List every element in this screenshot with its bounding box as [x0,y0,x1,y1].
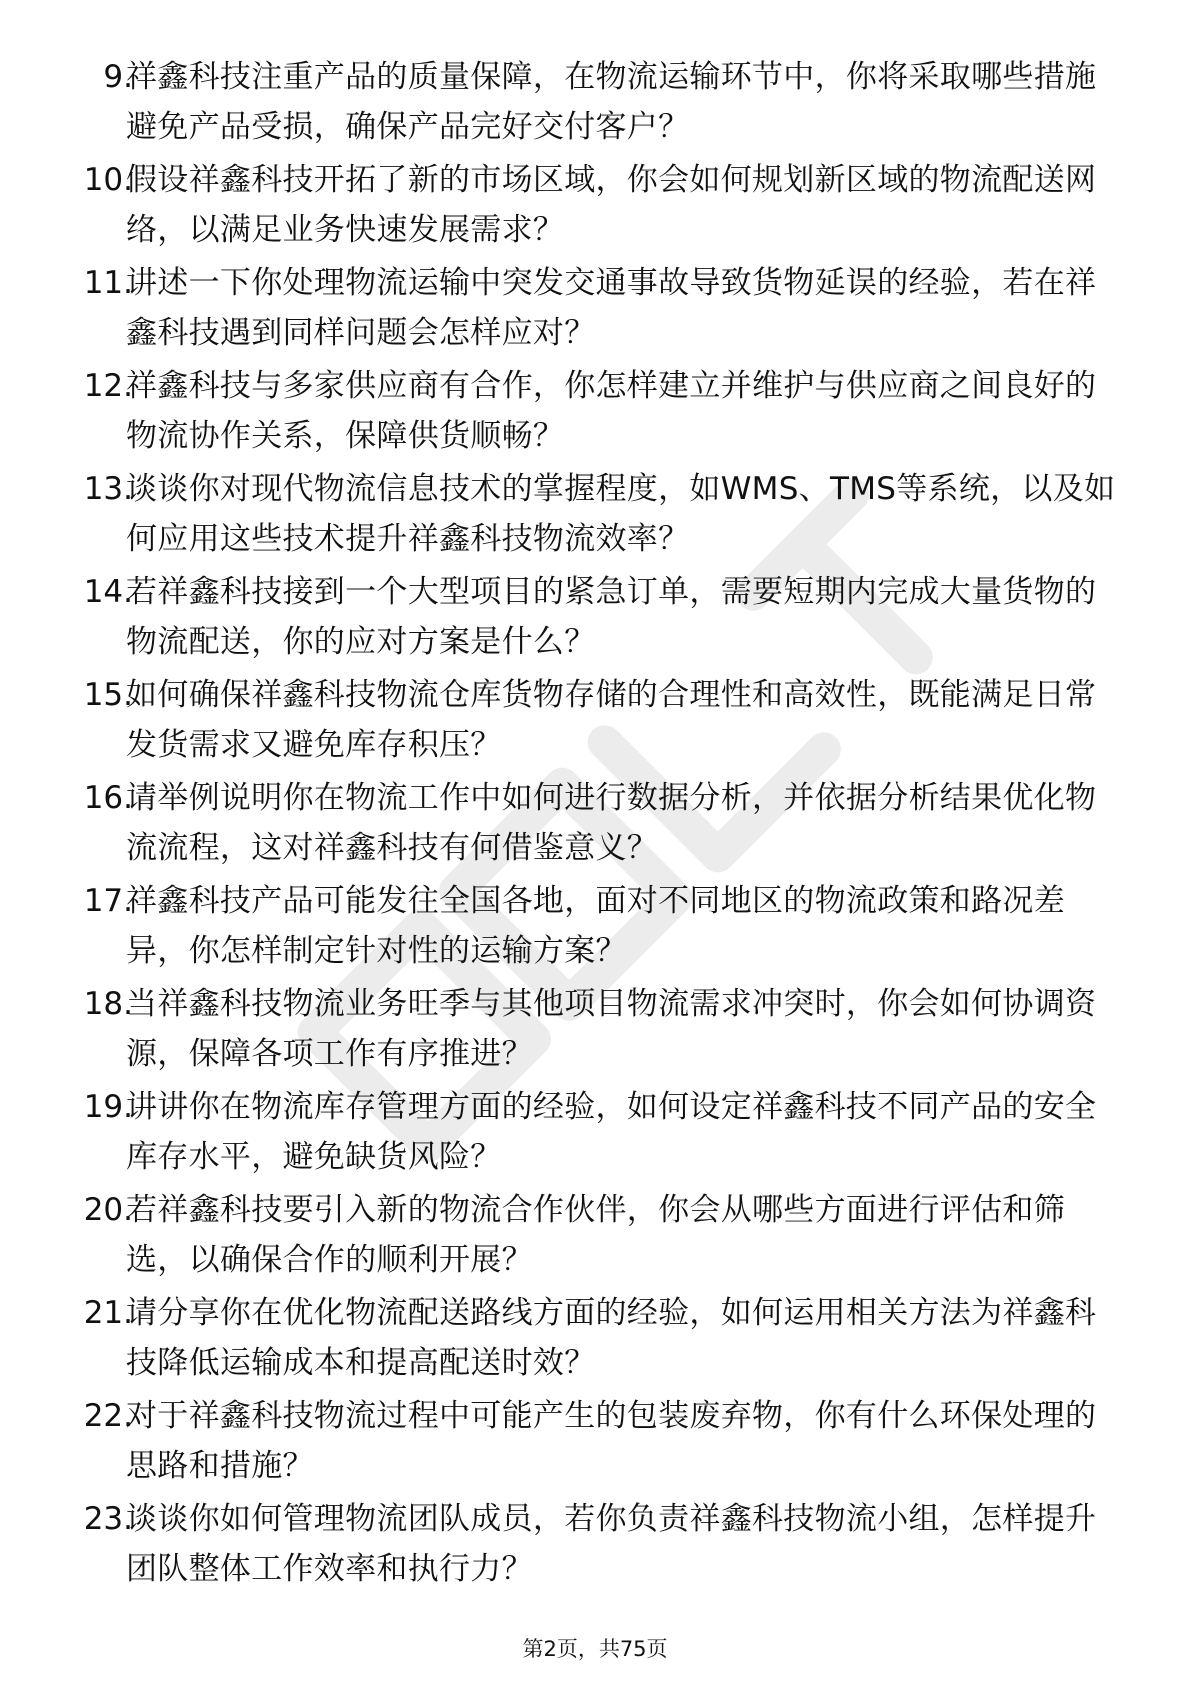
question-text: 谈谈你如何管理物流团队成员，若你负责祥鑫科技物流小组，怎样提升团队整体工作效率和执行力？ [126,1501,1097,1587]
question-item [0,1185,1190,1288]
question-number: 23. [83,1501,133,1537]
question-number: 13. [83,471,133,507]
question-item [0,773,1190,876]
question-text: 谈谈你对现代物流信息技术的掌握程度，如WMS、TMS等系统，以及如何应用这些技术提升祥鑫科技物流效率？ [126,471,1116,557]
question-item [0,670,1190,773]
question-item [0,567,1190,670]
question-list [0,52,1190,1597]
question-item [0,52,1190,155]
question-item [0,464,1190,567]
question-item [0,1494,1190,1597]
question-text: 假设祥鑫科技开拓了新的市场区域，你会如何规划新区域的物流配送网络，以满足业务快速发展需求？ [126,162,1097,248]
question-number: 10. [83,162,133,198]
question-item [0,1082,1190,1185]
question-text: 祥鑫科技产品可能发往全国各地，面对不同地区的物流政策和路况差异，你怎样制定针对性的运输方案？ [126,883,1065,969]
question-text: 当祥鑫科技物流业务旺季与其他项目物流需求冲突时，你会如何协调资源，保障各项工作有序推进？ [126,986,1097,1072]
question-item [0,979,1190,1082]
question-item [0,155,1190,258]
question-number: 16. [83,780,133,816]
question-item [0,1288,1190,1391]
question-text: 请举例说明你在物流工作中如何进行数据分析，并依据分析结果优化物流流程，这对祥鑫科技有何借鉴意义？ [126,780,1097,866]
question-number: 21. [83,1295,133,1331]
question-item [0,1391,1190,1494]
question-text: 请分享你在优化物流配送路线方面的经验，如何运用相关方法为祥鑫科技降低运输成本和提高配送时效？ [126,1295,1097,1381]
question-number: 17. [83,883,133,919]
question-number: 19. [83,1089,133,1125]
question-number: 11. [83,265,133,301]
question-text: 如何确保祥鑫科技物流仓库货物存储的合理性和高效性，既能满足日常发货需求又避免库存积压？ [126,677,1097,763]
page-footer [0,1633,1190,1663]
question-text: 若祥鑫科技要引入新的物流合作伙伴，你会从哪些方面进行评估和筛选，以确保合作的顺利开展？ [126,1192,1065,1278]
question-text: 祥鑫科技与多家供应商有合作，你怎样建立并维护与供应商之间良好的物流协作关系，保障供货顺畅？ [126,368,1097,454]
question-text: 若祥鑫科技接到一个大型项目的紧急订单，需要短期内完成大量货物的物流配送，你的应对方案是什么？ [126,574,1097,660]
question-number: 15. [83,677,133,713]
question-text: 讲述一下你处理物流运输中突发交通事故导致货物延误的经验，若在祥鑫科技遇到同样问题会怎样应对？ [126,265,1097,351]
question-number: 22. [83,1398,133,1434]
question-item [0,361,1190,464]
page-number-label: 第2页，共75页 [522,1637,668,1661]
question-number: 9. [103,59,133,95]
question-number: 18. [83,986,133,1022]
question-text: 对于祥鑫科技物流过程中可能产生的包装废弃物，你有什么环保处理的思路和措施？ [126,1398,1097,1484]
question-item [0,876,1190,979]
question-number: 12. [83,368,133,404]
question-text: 讲讲你在物流库存管理方面的经验，如何设定祥鑫科技不同产品的安全库存水平，避免缺货风险？ [126,1089,1097,1175]
question-number: 14. [83,574,133,610]
question-text: 祥鑫科技注重产品的质量保障，在物流运输环节中，你将采取哪些措施避免产品受损，确保产品完好交付客户？ [126,59,1097,145]
question-item [0,258,1190,361]
question-number: 20. [83,1192,133,1228]
